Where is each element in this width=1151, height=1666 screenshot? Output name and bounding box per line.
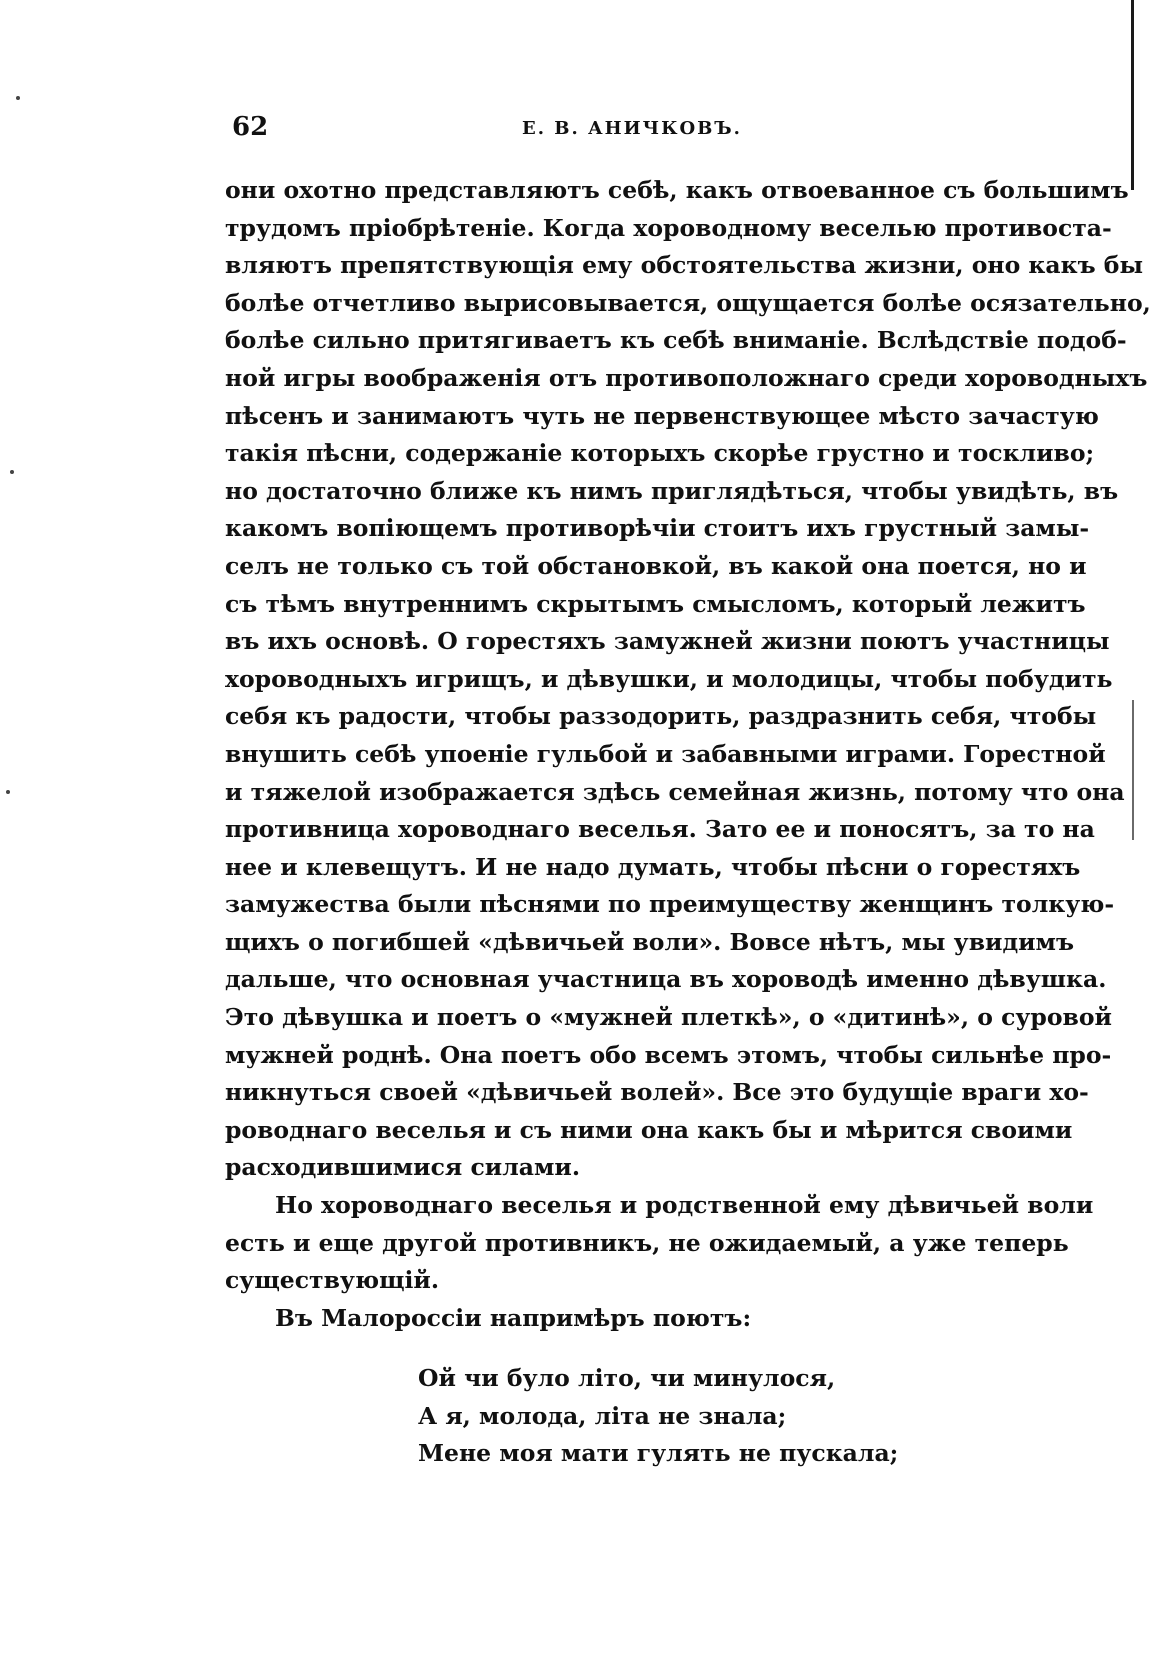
text-line: въ ихъ основѣ. О горестяхъ замужней жизни поютъ участницы bbox=[225, 627, 1110, 656]
verse-line: Мене моя мати гулять не пускала; bbox=[418, 1439, 899, 1468]
paragraph-2 bbox=[225, 1187, 1094, 1300]
paragraph-1 bbox=[225, 172, 1151, 1187]
text-line: болѣе отчетливо вырисовывается, ощущается болѣе осязательно, bbox=[225, 288, 1151, 317]
text-line: есть и еще другой противникъ, не ожидаемый, а уже теперь bbox=[225, 1228, 1069, 1257]
text-line: себя къ радости, чтобы раззодорить, раздразнить себя, чтобы bbox=[225, 702, 1097, 731]
text-line: какомъ вопіющемъ противорѣчіи стоитъ ихъ грустный замы- bbox=[225, 514, 1090, 543]
running-head: Е. В. АНИЧКОВЪ. bbox=[522, 118, 742, 139]
text-line: вляютъ препятствующія ему обстоятельства жизни, оно какъ бы bbox=[225, 251, 1144, 280]
text-line: мужней роднѣ. Она поетъ обо всемъ этомъ, чтобы сильнѣе про- bbox=[225, 1040, 1112, 1069]
text-line: Но хороводнаго веселья и родственной ему дѣвичьей воли bbox=[275, 1191, 1094, 1220]
verse-line: Ой чи було літо, чи минулося, bbox=[418, 1364, 836, 1392]
text-line: трудомъ пріобрѣтеніе. Когда хороводному веселью противоста- bbox=[225, 213, 1112, 242]
scan-speck bbox=[6, 790, 10, 794]
text-line: съ тѣмъ внутреннимъ скрытымъ смысломъ, который лежитъ bbox=[225, 589, 1086, 618]
text-line: никнуться своей «дѣвичьей волей». Все это будущіе враги хо- bbox=[225, 1078, 1089, 1107]
paragraph-3 bbox=[225, 1300, 1011, 1338]
text-line: и тяжелой изображается здѣсь семейная жизнь, потому что она bbox=[225, 777, 1125, 806]
text-line: нее и клевещутъ. И не надо думать, чтобы пѣсни о горестяхъ bbox=[225, 852, 1081, 881]
text-line: дальше, что основная участница въ хороводѣ именно дѣвушка. bbox=[225, 965, 1107, 994]
text-line: существующій. bbox=[225, 1266, 440, 1295]
body-text bbox=[225, 172, 1151, 1337]
text-line: болѣе сильно притягиваетъ къ себѣ вниманіе. Вслѣдствіе подоб- bbox=[225, 326, 1127, 355]
text-line: Это дѣвушка и поетъ о «мужней плеткѣ», о «дитинѣ», о суровой bbox=[225, 1003, 1112, 1032]
text-line: но достаточно ближе къ нимъ приглядѣться, чтобы увидѣть, въ bbox=[225, 476, 1119, 505]
verse-line: А я, молода, літа не знала; bbox=[418, 1401, 787, 1430]
text-line: расходившимися силами. bbox=[225, 1153, 581, 1182]
text-line: Въ Малороссіи напримѣръ поютъ: bbox=[275, 1303, 752, 1332]
page-number: 62 bbox=[232, 112, 269, 142]
text-line: противница хороводнаго веселья. Зато ее и поносятъ, за то на bbox=[225, 815, 1095, 844]
text-line: селъ не только съ той обстановкой, въ какой она поется, но и bbox=[225, 551, 1087, 580]
text-line: они охотно представляютъ себѣ, какъ отвоеванное съ большимъ bbox=[225, 176, 1129, 204]
page-header bbox=[232, 112, 1022, 146]
scan-speck bbox=[16, 96, 20, 100]
scan-edge-mark-lower bbox=[1132, 700, 1134, 840]
text-line: ной игры воображенія отъ противоположнаго среди хороводныхъ bbox=[225, 363, 1148, 392]
text-line: внушить себѣ упоеніе гульбой и забавными играми. Горестной bbox=[225, 739, 1106, 768]
text-line: пѣсенъ и занимаютъ чуть не первенствующее мѣсто зачастую bbox=[225, 401, 1099, 430]
scan-edge-mark bbox=[1131, 0, 1134, 190]
scan-speck bbox=[10, 470, 14, 474]
text-line: хороводныхъ игрищъ, и дѣвушки, и молодицы, чтобы побудить bbox=[225, 664, 1113, 693]
verse-quote bbox=[418, 1360, 978, 1473]
text-line: роводнаго веселья и съ ними она какъ бы и мѣрится своими bbox=[225, 1115, 1073, 1144]
text-line: щихъ о погибшей «дѣвичьей воли». Вовсе нѣтъ, мы увидимъ bbox=[225, 927, 1074, 956]
text-line: замужества были пѣснями по преимуществу женщинъ толкую- bbox=[225, 890, 1115, 919]
text-line: такія пѣсни, содержаніе которыхъ скорѣе грустно и тоскливо; bbox=[225, 439, 1095, 468]
